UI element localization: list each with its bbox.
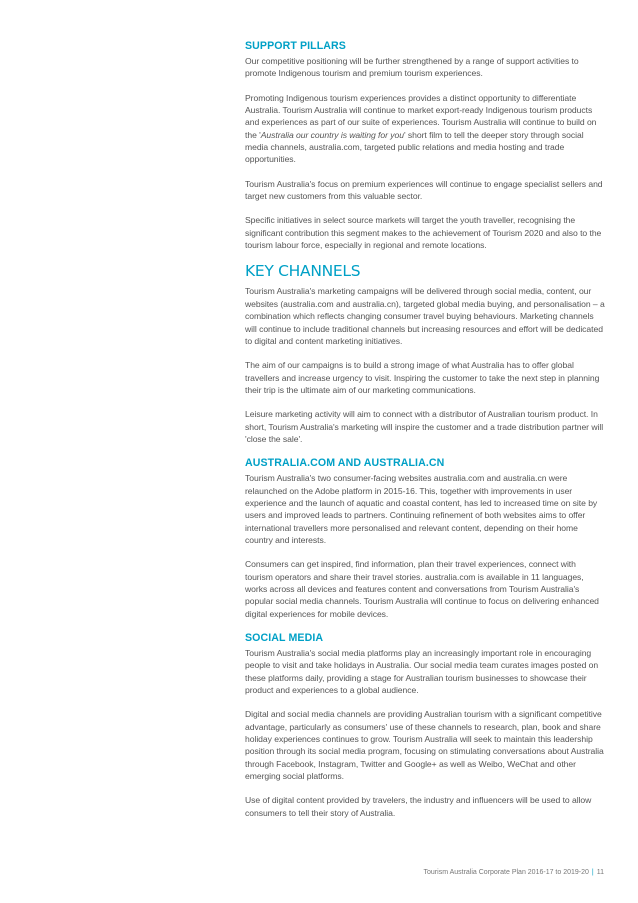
key-channels-paragraph-1: Tourism Australia's marketing campaigns will be delivered through social media, content, our websites (australia.com and australia.cn), targeted global media buying, and personalisation – a combination which reflects changing consumer travel buying behaviours. Marketing channels will continue to include traditional channels but increasing resources and effort will be dedicated to digital and content marketing initiatives. [245, 286, 605, 346]
social-media-paragraph-2: Digital and social media channels are providing Australian tourism with a significant competitive advantage, particularly as consumers' use of these channels to research, plan, book and share holiday experiences continues to grow. Tourism Australia will seek to maintain this leadership position through its social media program, focusing on stimulating conversations about Australia through Facebook, Instagram, Twitter and Google+ as well as Weibo, WeChat and other emerging social platforms. [245, 709, 604, 782]
heading-social-media: SOCIAL MEDIA [245, 632, 324, 645]
support-pillars-paragraph-4: Specific initiatives in select source markets will target the youth traveller, recognising the significant contribution this segment makes to the achievement of Tourism 2020 and also to the tourism labour force, especially in regional and remote locations. [245, 215, 602, 251]
heading-key-channels: KEY CHANNELS [245, 262, 361, 281]
page-footer [0, 869, 604, 876]
support-pillars-paragraph-2-end: ' short film to tell the deeper story through social media channels, australia.com, targeted public relations and media hosting and trade opportunities. [245, 129, 584, 165]
support-pillars-paragraph-2-start: Promoting Indigenous tourism experiences provides a distinct opportunity to differentiate Australia. Tourism Australia will continue to market export-ready Indigenous tourism products and experiences as part of our suite of experiences. Tourism Australia will continue to build on the ' [245, 92, 597, 140]
heading-support-pillars: SUPPORT PILLARS [245, 40, 346, 52]
film-title: Australia our country is waiting for you [260, 129, 404, 140]
footer-title: Tourism Australia Corporate Plan 2016-17 to 2019-20 [423, 869, 589, 876]
support-pillars-paragraph-2 [245, 92, 605, 166]
key-channels-paragraph-3: Leisure marketing activity will aim to connect with a distributor of Australian tourism product. In short, Tourism Australia's marketing will inspire the customer and a trade distribution partner will 'close the sale'. [245, 409, 604, 444]
social-media-paragraph-3: Use of digital content provided by travelers, the industry and influencers will be used to allow consumers to tell their story of Australia. [245, 795, 592, 818]
key-channels-paragraph-2: The aim of our campaigns is to build a strong image of what Australia has to offer global travellers and increase urgency to visit. Inspiring the customer to take the next step in planning their trip is the ultimate aim of our marketing communications. [245, 360, 600, 395]
websites-paragraph-1: Tourism Australia's two consumer-facing websites australia.com and australia.cn were relaunched on the Adobe platform in 2015-16. This, together with improvements in user experience and the launch of aquatic and coastal content, has led to increased time on site by users and improved leads to partners. Continuing refinement of both websites aims to offer international travellers more personalised and relevant content, depending on their home country and interests. [245, 473, 598, 545]
footer-separator: | [591, 869, 594, 876]
support-pillars-paragraph-1: Our competitive positioning will be further strengthened by a range of support activities to promote Indigenous tourism and premium tourism experiences. [245, 56, 579, 79]
heading-websites: AUSTRALIA.COM AND AUSTRALIA.CN [245, 457, 445, 470]
page-number: 11 [596, 869, 604, 876]
page-content [245, 40, 605, 821]
social-media-paragraph-1: Tourism Australia's social media platforms play an increasingly important role in encouraging people to visit and take holidays in Australia. Our social media team curates images posted on these platforms daily, providing a stage for Australian tourism businesses to showcase their product and experiences to a global audience. [245, 648, 599, 696]
websites-paragraph-2: Consumers can get inspired, find information, plan their travel experiences, connect with tourism operators and share their travel stories. australia.com is available in 11 languages, works across all devices and features content and conversations from Tourism Australia's popular social media channels. Tourism Australia will continue to focus on delivering enhanced digital experiences for mobile devices. [245, 559, 599, 619]
support-pillars-paragraph-3: Tourism Australia's focus on premium experiences will continue to engage specialist sellers and target new customers from this valuable sector. [245, 178, 603, 202]
